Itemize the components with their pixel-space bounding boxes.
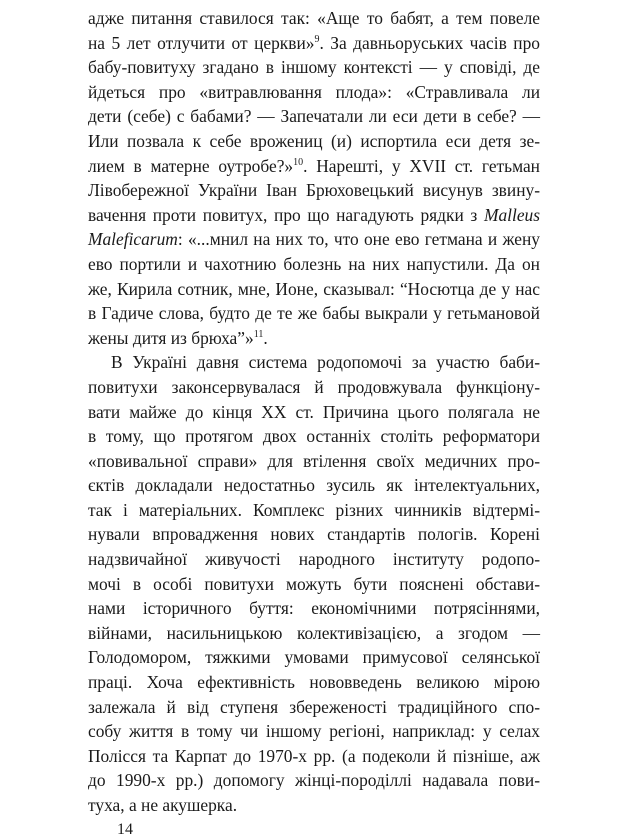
text-segment: в тому, що протягом двох останніх століть реформатори <box>88 426 540 447</box>
text-segment: так і матеріальних. Комплекс різних чинників відтермі- <box>88 499 540 520</box>
text-line <box>88 227 540 252</box>
text-line <box>88 547 540 572</box>
text-segment: . Нарешті, у XVII ст. гетьман <box>303 155 540 176</box>
text-line <box>88 80 540 105</box>
text-segment: же, Кирила сотник, мне, Ионе, сказывал: “Носютца де у нас <box>88 278 540 299</box>
text-line <box>88 596 540 621</box>
footnote-ref: 11 <box>253 328 264 340</box>
text-line <box>88 695 540 720</box>
text-segment: «повивальної справи» для втілення своїх медичних про- <box>88 450 540 471</box>
text-line <box>88 621 540 646</box>
text-segment: . За давньоруських часів про <box>319 32 540 53</box>
text-line <box>88 277 540 302</box>
footnote-ref: 9 <box>314 33 320 45</box>
text-segment: залежала й від ступеня збереженості традиційного спо- <box>88 696 540 717</box>
text-segment: вачення проти повитух, про що нагадують рядки з <box>88 204 484 225</box>
text-segment: до 1990-х рр.) допомогу жінці-породіллі надавала пови- <box>88 770 540 791</box>
text-segment: туха, а не акушерка. <box>88 795 238 815</box>
text-line <box>88 203 540 228</box>
text-segment: : «...мнил на них то, что оне ево гетмана и жену <box>177 229 540 250</box>
text-segment: жены дитя из брюха”» <box>88 327 254 348</box>
text-segment: Лівобережної України Іван Брюховецький висунув звину- <box>88 180 540 201</box>
text-line <box>88 424 540 449</box>
text-line <box>88 670 540 695</box>
text-segment: праці. Хоча ефективність нововведень великою мірою <box>88 672 540 693</box>
text-segment: надзвичайної живучості народного інституту родопо- <box>88 549 540 570</box>
text-line <box>88 522 540 547</box>
text-line <box>88 55 540 80</box>
text-segment: єктів докладали недостатньо зусиль як інтелектуальних, <box>88 475 540 496</box>
text-segment: Голодомором, тяжкими умовами примусової селянської <box>88 647 540 668</box>
text-line <box>88 473 540 498</box>
text-line <box>88 104 540 129</box>
text-line <box>88 375 540 400</box>
text-line <box>88 572 540 597</box>
text-line <box>88 154 540 179</box>
text-line <box>88 400 540 425</box>
text-line <box>88 449 540 474</box>
text-segment: собу життя в тому чи іншому регіоні, наприклад: у селах <box>88 721 540 742</box>
text-segment: йдеться про «витравлювання плода»: «Стравливала ли <box>88 81 540 102</box>
text-line <box>88 129 540 154</box>
text-segment: дети (себе) с бабами? — Запечатали ли еси дети в себе? — <box>88 106 540 127</box>
text-line <box>88 744 540 769</box>
text-line <box>88 768 540 793</box>
text-segment: нували впровадження нових стандартів пологів. Корені <box>88 524 540 545</box>
text-segment: Или позвала к себе врожениц (и) испортила еси детя зе- <box>88 130 540 151</box>
text-segment: війнами, насильницькою колективізацією, а згодом — <box>88 622 540 643</box>
text-line <box>88 645 540 670</box>
text-segment: в Гадиче слова, будто де те же бабы выкрали у гетьмановой <box>88 303 540 324</box>
text-segment: лием в матерне оутробе?» <box>88 155 294 176</box>
text-segment: нами історичного буття: економічними потрясіннями, <box>88 598 540 619</box>
text-line <box>88 178 540 203</box>
text-line <box>88 793 540 818</box>
text-segment: Полісся та Карпат до 1970-х рр. (а подеколи й пізніше, аж <box>88 745 540 766</box>
page-number: 14 <box>117 821 133 838</box>
italic-text: Malleus <box>483 204 540 225</box>
text-segment: мочі в особі повитухи можуть бути пояснені обстави- <box>88 573 540 594</box>
text-line <box>88 6 540 31</box>
text-segment: В Україні давня система родопомочі за участю баби- <box>111 352 540 373</box>
text-line <box>88 326 540 351</box>
text-segment: адже питання ставилося так: «Аще то бабят, а тем повеле <box>88 8 540 28</box>
footnote-ref: 10 <box>293 156 304 168</box>
text-line <box>88 719 540 744</box>
text-segment: . <box>263 327 268 348</box>
text-line <box>88 252 540 277</box>
text-segment: бабу-повитуху згадано в іншому контексті — у сповіді, де <box>88 57 540 78</box>
text-segment: вати майже до кінця XX ст. Причина цього полягала не <box>88 401 540 422</box>
text-line <box>88 31 540 56</box>
text-segment: повитухи законсервувалася й продовжувала функціону- <box>88 376 540 397</box>
italic-text: Maleficarum <box>88 229 178 250</box>
text-segment: на 5 лет отлучити от церкви» <box>88 32 315 53</box>
text-line <box>88 350 540 375</box>
text-line <box>88 301 540 326</box>
text-segment: ево портили и чахотнию болезнь на них напустили. Да он <box>88 253 540 274</box>
text-line <box>88 498 540 523</box>
body-text <box>88 6 540 818</box>
